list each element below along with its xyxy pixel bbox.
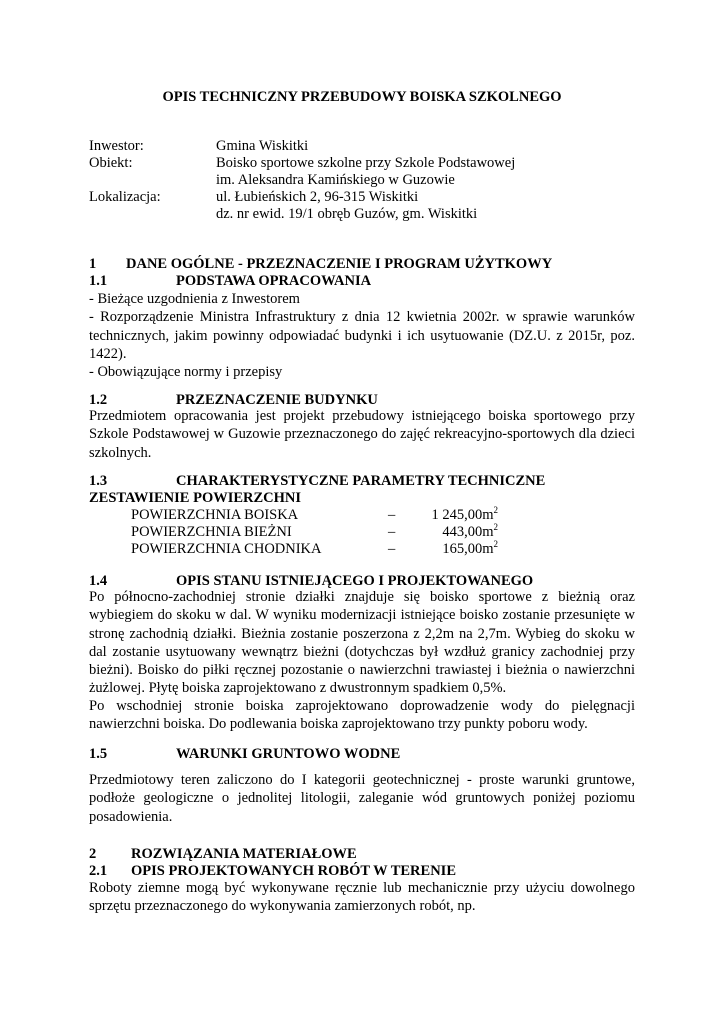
area-row-name: POWIERZCHNIA BOISKA [131,507,299,523]
area-row-dash: – [388,507,396,523]
area-row-dash: – [388,541,396,557]
section-1-5-number: 1.5 [89,746,108,762]
area-row-name: POWIERZCHNIA BIEŻNI [131,524,292,540]
section-1-5-paragraph: Przedmiotowy teren zaliczono do I kategorii geotechnicznej - proste warunki gruntowe, podłoże geologiczne o jednolitej litologii, zaleganie wód gruntowych poniżej poziomu posadowienia. [89,772,635,825]
list-item: - Bieżące uzgodnienia z Inwestorem [89,291,300,307]
lokalizacja-label: Lokalizacja: [89,189,161,205]
section-1-1-number: 1.1 [89,273,108,289]
obiekt-value-line1: Boisko sportowe szkolne przy Szkole Podstawowej [216,155,516,171]
section-1-2-number: 1.2 [89,392,108,408]
section-2-number: 2 [89,846,97,862]
section-1-4-heading: OPIS STANU ISTNIEJĄCEGO I PROJEKTOWANEGO [176,573,534,589]
section-1-5-heading: WARUNKI GRUNTOWO WODNE [176,746,401,762]
area-row-value: $443,00m^2$ [442,522,498,540]
area-row-dash: – [388,524,396,540]
section-1-2-heading: PRZEZNACZENIE BUDYNKU [176,392,378,408]
section-2-heading: ROZWIĄZANIA MATERIAŁOWE [131,846,357,862]
section-2-1-number: 2.1 [89,863,108,879]
lokalizacja-value-line2: dz. nr ewid. 19/1 obręb Guzów, gm. Wiskitki [216,206,478,222]
section-2-1-paragraph: Roboty ziemne mogą być wykonywane ręcznie lub mechanicznie przy użyciu dowolnego sprzętu przeznaczonego do wykonywania zamierzonych robót, np. [89,880,635,915]
section-1-4-paragraph-2: Po wschodniej stronie boiska zaprojektowano doprowadzenie wody do pielęgnacji nawierzchni boiska. Do podlewania boiska zaprojektowano trzy punkty poboru wody. [89,698,635,733]
section-1-1-heading: PODSTAWA OPRACOWANIA [176,273,372,289]
area-row-value: 1 $245,00m^2$ [431,505,498,523]
section-1-3-heading: CHARAKTERYSTYCZNE PARAMETRY TECHNICZNE [176,473,546,489]
section-1-number: 1 [89,256,97,272]
section-1-1-list [89,290,635,381]
section-1-heading: DANE OGÓLNE - PRZEZNACZENIE I PROGRAM UŻYTKOWY [126,256,553,272]
area-table-title: ZESTAWIENIE POWIERZCHNI [89,490,302,506]
section-1-3-number: 1.3 [89,473,108,489]
lokalizacja-value-line1: ul. Łubieńskich 2, 96-315 Wiskitki [216,189,419,205]
section-1-4-paragraph-1: Po północno-zachodniej stronie działki znajduje się boisko sportowe z bieżnią oraz wybiegiem do skoku w dal. W wyniku modernizacji istniejące boisko zostanie przesunięte w stronę zachodnią działki. Bieżnia zostanie poszerzona z 2,2m na 2,7m. Wybieg do skoku w dal zostanie usytuowany wewnątrz bieżni (dotychczas był wzdłuż granicy zachodniej przy bieżni). Boisko do piłki ręcznej pozostanie o nawierzchni trawiastej i bieżnia o nawierzchni żużlowej. Płytę boiska zaprojektowano z dwustronnym spadkiem 0,5%. [89,589,635,697]
list-item: - Obowiązujące normy i przepisy [89,364,283,381]
list-item: - Rozporządzenie Ministra Infrastruktury z dnia 12 kwietnia 2002r. w sprawie warunków technicznych, jakim powinny odpowiadać budynki i ich usytuowanie (DZ.U. z 2015r, poz. 1422). [89,309,635,362]
section-1-4-number: 1.4 [89,573,108,589]
section-2-1-heading: OPIS PROJEKTOWANYCH ROBÓT W TERENIE [131,863,456,879]
inwestor-value: Gmina Wiskitki [216,138,309,154]
area-row-value: $165,00m^2$ [442,539,498,557]
section-1-2-paragraph: Przedmiotem opracowania jest projekt przebudowy istniejącego boiska sportowego przy Szkole Podstawowej w Guzowie przeznaczonego do zajęć rekreacyjno-sportowych dla dzieci szkolnych. [89,408,635,461]
document-title: OPIS TECHNICZNY PRZEBUDOWY BOISKA SZKOLNEGO [162,89,562,105]
area-row-name: POWIERZCHNIA CHODNIKA [131,541,322,557]
obiekt-value-line2: im. Aleksandra Kamińskiego w Guzowie [216,172,455,188]
inwestor-label: Inwestor: [89,138,144,154]
obiekt-label: Obiekt: [89,155,133,171]
